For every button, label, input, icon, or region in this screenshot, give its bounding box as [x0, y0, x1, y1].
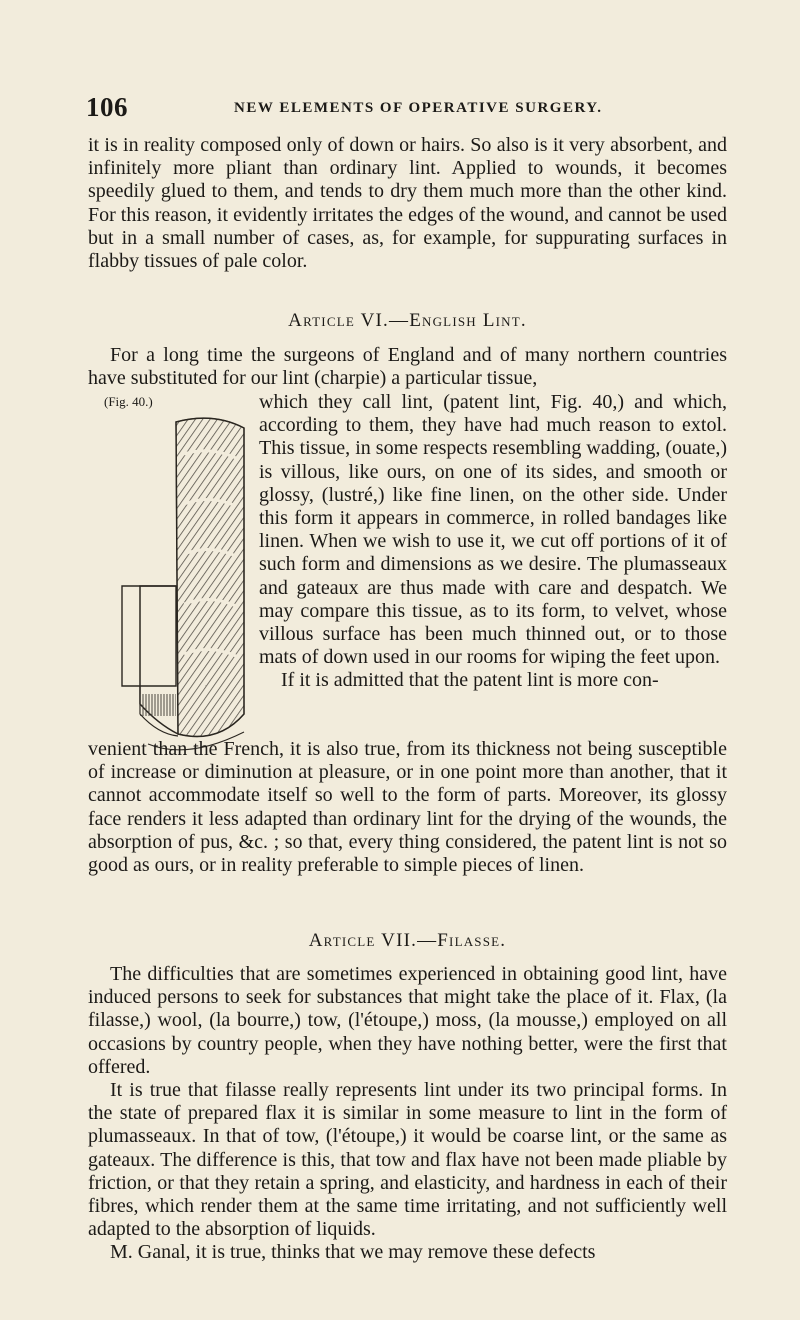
- text-block-top: [88, 134, 727, 273]
- article-6-intro-block: [88, 344, 727, 390]
- article-7-paragraph-3: M. Ganal, it is true, thinks that we may remove these defects: [110, 1241, 596, 1264]
- article-7-heading: Article VII.—Filasse.: [308, 930, 507, 951]
- article-7-text-block: [88, 963, 727, 1265]
- article-7-paragraph-2: It is true that filasse really represents lint under its two principal forms. In the state of prepared flax it is similar in some measure to lint in the form of plumasseaux. In that of tow, (l'étoupe,) it would be coarse lint, or the same as gateaux. The difference is this, that tow and flax have not been made pliable by friction, or that they retain a spring, and elasticity, and hardness in each of their fibres, which render them at the same time irritating, and not sufficiently well adapted to the absorption of liquids.: [88, 1079, 727, 1241]
- article-6-heading: Article VI.—English Lint.: [288, 310, 527, 331]
- article-6-continuation: venient than the French, it is also true, from its thickness not being susceptible of increase or diminution at pleasure, or in one point more than another, that it cannot accommodate itself so well to the form of parts. Moreover, its glossy face renders it less adapted than ordinary lint for the drying of the wounds, the absorption of pus, &c. ; so that, every thing considered, the patent lint is not so good as ours, or in reality preferable to simple pieces of linen.: [88, 738, 727, 877]
- figure-label: (Fig. 40.): [104, 394, 153, 409]
- running-title: NEW ELEMENTS OF OPERATIVE SURGERY.: [234, 100, 603, 116]
- article-6-description: which they call lint, (patent lint, Fig. 40,) and which, according to them, they have had much reason to extol. This tissue, in some respects resembling wadding, (ouate,) is villous, like ours, on one of its sides, and smooth or glossy, (lustré,) like fine linen, on the other side. Under this form it appears in commerce, in rolled bandages like linen. When we wish to use it, we cut off portions of it of such form and dimensions as we desire. The plumasseaux and gateaux are thus made with care and despatch. We may compare this tissue, as to its form, to velvet, whose villous surface has been much thinned out, or to those mats of down used in our rooms for wiping the feet upon.: [259, 391, 727, 669]
- page-number: 106: [86, 92, 128, 122]
- article-6-second-paragraph-start: If it is admitted that the patent lint is more con-: [281, 669, 659, 692]
- article-6-continuation-block: [88, 738, 727, 877]
- article-6-wrapped-text: [259, 391, 727, 693]
- article-6-intro: For a long time the surgeons of England and of many northern countries have substituted for our lint (charpie) a particular tissue,: [88, 344, 727, 390]
- patent-lint-roll-figure: [118, 414, 250, 754]
- paragraph-continuation: it is in reality composed only of down or hairs. So also is it very absorbent, and infinitely more pliant than ordinary lint. Applied to wounds, it becomes speedily glued to them, and tends to dry them much more than the other kind. For this reason, it evidently irritates the edges of the wound, and cannot be used but in a small number of cases, as, for example, for suppurating surfaces in flabby tissues of pale color.: [88, 134, 727, 273]
- page-header: [86, 92, 726, 122]
- article-7-paragraph-1: The difficulties that are sometimes experienced in obtaining good lint, have induced persons to seek for substances that might take the place of it. Flax, (la filasse,) wool, (la bourre,) tow, (l'étoupe,) moss, (la mousse,) employed on all occasions by country people, when they have nothing better, were the first that offered.: [88, 963, 727, 1078]
